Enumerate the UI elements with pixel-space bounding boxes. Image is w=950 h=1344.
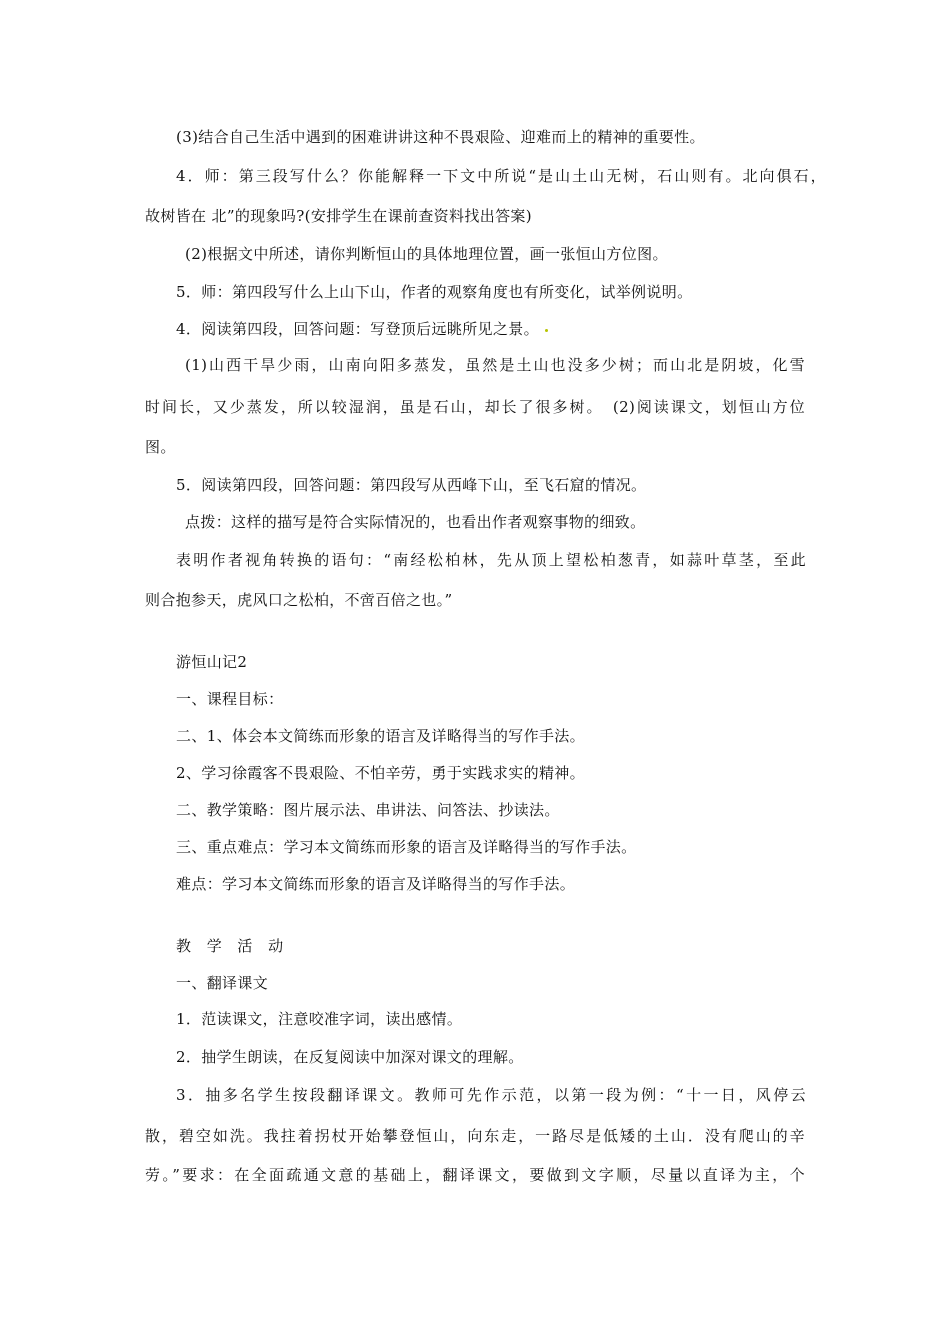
text-line: 图。	[145, 438, 176, 456]
text-line: 表明作者视角转换的语句：“南经松柏林，先从顶上望松柏葱青，如蒜叶草茎，至此	[176, 551, 806, 569]
text-line: 4．师：第三段写什么？你能解释一下文中所说“是山土山无树，石山则有。北向俱石，	[176, 167, 826, 185]
text-line: 点拨：这样的描写是符合实际情况的，也看出作者观察事物的细致。	[185, 513, 646, 531]
text-line: 5．阅读第四段，回答问题：第四段写从西峰下山，至飞石窟的情况。	[176, 476, 647, 494]
text-line: 2．抽学生朗读，在反复阅读中加深对课文的理解。	[176, 1048, 524, 1066]
text-line: 2、学习徐霞客不畏艰险、不怕辛劳，勇于实践求实的精神。	[176, 764, 585, 782]
text-line: 1．范读课文，注意咬准字词，读出感情。	[176, 1010, 463, 1028]
marker-dot	[545, 329, 548, 332]
text-line: 散，碧空如洗。我拄着拐杖开始攀登恒山，向东走，一路尽是低矮的土山．没有爬山的辛	[145, 1127, 805, 1145]
text-line: 三、重点难点：学习本文简练而形象的语言及详略得当的写作手法。	[176, 838, 637, 856]
text-line: (2)根据文中所述，请你判断恒山的具体地理位置，画一张恒山方位图。	[185, 245, 668, 263]
text-line: (1)山西干旱少雨，山南向阳多蒸发，虽然是土山也没多少树；而山北是阴坡，化雪	[185, 356, 805, 374]
text-line: 一、课程目标：	[176, 690, 284, 708]
text-line: 劳。”要求：在全面疏通文意的基础上，翻译课文，要做到文字顺，尽量以直译为主，个	[145, 1166, 805, 1184]
text-line: 难点：学习本文简练而形象的语言及详略得当的写作手法。	[176, 875, 576, 893]
text-line: 故树皆在 北”的现象吗?(安排学生在课前查资料找出答案)	[145, 207, 532, 225]
text-line	[176, 318, 856, 340]
text-line: 5．师：第四段写什么上山下山，作者的观察角度也有所变化，试举例说明。	[176, 283, 693, 301]
text-line: 二、1、体会本文简练而形象的语言及详略得当的写作手法。	[176, 727, 585, 745]
text-line-content: 4．阅读第四段，回答问题：写登顶后远眺所见之景。	[176, 320, 539, 338]
text-line: 则合抱参天，虎风口之松柏，不啻百倍之也。”	[145, 591, 453, 609]
text-line: (3)结合自己生活中遇到的困难讲讲这种不畏艰险、迎难而上的精神的重要性。	[176, 128, 705, 146]
text-line: 时间长，又少蒸发，所以较湿润，虽是石山，却长了很多树。 (2)阅读课文，划恒山方位	[145, 398, 805, 416]
text-line: 二、教学策略：图片展示法、串讲法、问答法、抄读法。	[176, 801, 560, 819]
text-line: 一、翻译课文	[176, 974, 269, 992]
section-title: 游恒山记2	[176, 653, 248, 671]
section-heading: 教 学 活 动	[176, 937, 284, 955]
text-line: 3．抽多名学生按段翻译课文。教师可先作示范，以第一段为例：“十一日，风停云	[176, 1086, 806, 1104]
